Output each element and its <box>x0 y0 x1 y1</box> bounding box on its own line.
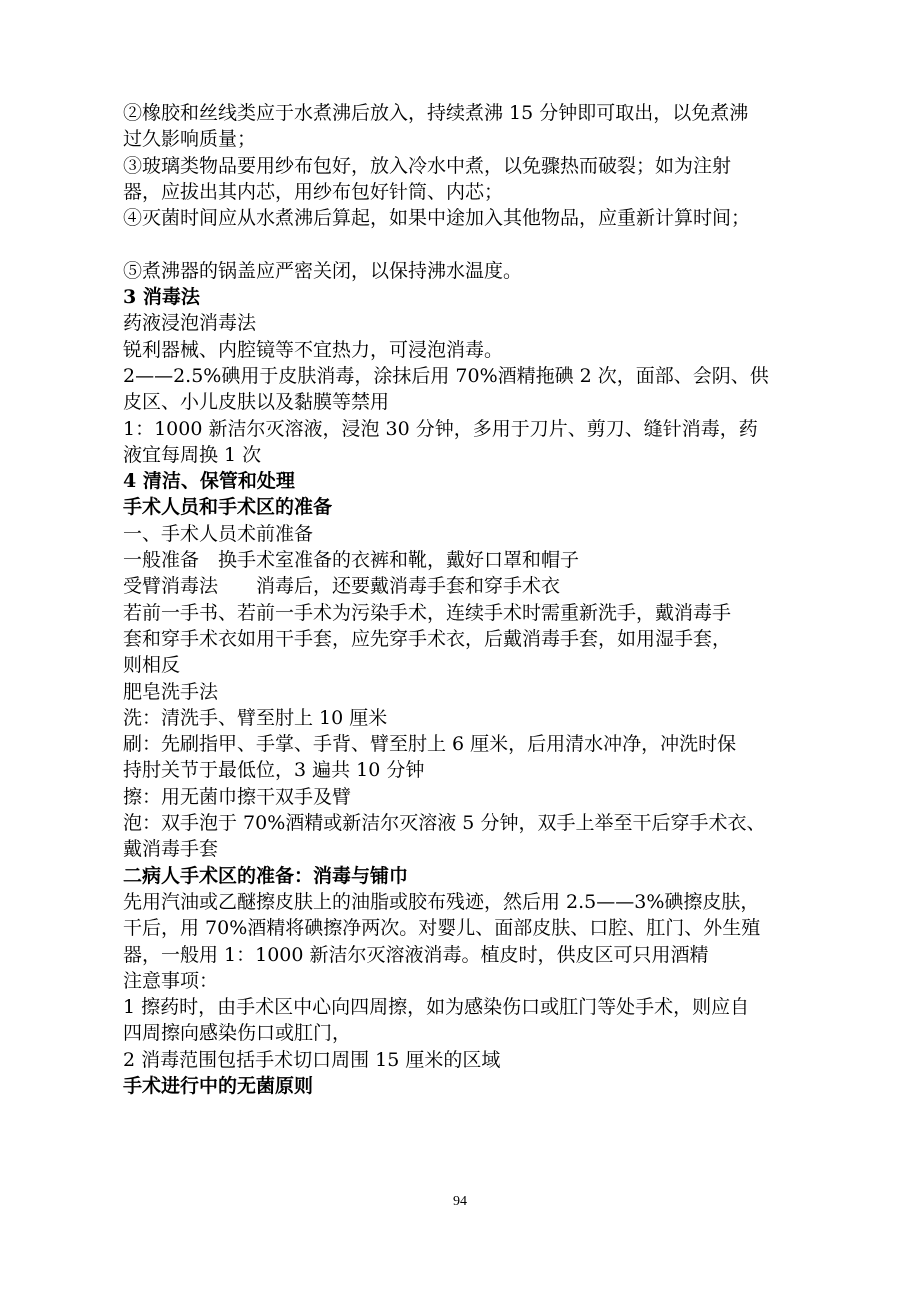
text-line <box>123 231 823 257</box>
text-line: 干后，用 70%酒精将碘擦净两次。对婴儿、面部皮肤、口腔、肛门、外生殖 <box>123 917 761 940</box>
text-line: 套和穿手术衣如用干手套，应先穿手术衣，后戴消毒手套，如用湿手套， <box>123 627 732 650</box>
text-line: ⑤煮沸器的锅盖应严密关闭，以保持沸水温度。 <box>123 259 523 282</box>
text-line: 2 消毒范围包括手术切口周围 15 厘米的区域 <box>123 1048 501 1071</box>
text-line: 液宜每周换 1 次 <box>123 443 262 466</box>
text-line: 先用汽油或乙醚擦皮肤上的油脂或胶布残迹，然后用 2.5——3%碘擦皮肤， <box>123 890 760 913</box>
section-heading: 二病人手术区的准备：消毒与铺巾 <box>123 864 409 887</box>
text-line: ③玻璃类物品要用纱布包好，放入冷水中煮，以免骤热而破裂；如为注射 <box>123 154 732 177</box>
text-line: 肥皂洗手法 <box>123 680 219 703</box>
text-line: 皮区、小儿皮肤以及黏膜等禁用 <box>123 391 390 414</box>
section-heading: 3 消毒法 <box>123 286 200 309</box>
text-line: 持肘关节于最低位，3 遍共 10 分钟 <box>123 759 425 782</box>
document-page <box>123 100 823 1099</box>
text-line: 戴消毒手套 <box>123 838 219 861</box>
text-line: 药液浸泡消毒法 <box>123 312 257 335</box>
section-heading: 手术人员和手术区的准备 <box>123 496 333 519</box>
text-line: 过久影响质量； <box>123 128 257 151</box>
text-line: 受臂消毒法 消毒后，还要戴消毒手套和穿手术衣 <box>123 575 561 598</box>
text-line: 擦：用无菌巾擦干双手及臂 <box>123 785 352 808</box>
document-body <box>123 100 823 1099</box>
text-line: 四周擦向感染伤口或肛门， <box>123 1022 352 1045</box>
section-heading: 4 清洁、保管和处理 <box>123 470 295 493</box>
text-line: 刷：先刷指甲、手掌、手背、臂至肘上 6 厘米，后用清水冲净，冲洗时保 <box>123 733 737 756</box>
text-line: 则相反 <box>123 654 181 677</box>
text-line: 洗：清洗手、臂至肘上 10 厘米 <box>123 706 388 729</box>
text-line: 一般准备 换手术室准备的衣裤和靴，戴好口罩和帽子 <box>123 549 580 572</box>
text-line: 器，应拔出其内芯，用纱布包好针筒、内芯； <box>123 180 504 203</box>
text-line: ②橡胶和丝线类应于水煮沸后放入，持续煮沸 15 分钟即可取出，以免煮沸 <box>123 102 749 124</box>
text-line: 若前一手书、若前一手术为污染手术，连续手术时需重新洗手，戴消毒手 <box>123 601 732 624</box>
text-line: 1 擦药时，由手术区中心向四周擦，如为感染伤口或肛门等处手术，则应自 <box>123 996 750 1019</box>
text-line: 泡：双手泡于 70%酒精或新洁尔灭溶液 5 分钟，双手上举至干后穿手术衣、 <box>123 812 766 835</box>
text-line: ④灭菌时间应从水煮沸后算起，如果中途加入其他物品，应重新计算时间； <box>123 207 751 230</box>
text-line: 1：1000 新洁尔灭溶液，浸泡 30 分钟，多用于刀片、剪刀、缝针消毒，药 <box>123 417 758 440</box>
text-line: 锐利器械、内腔镜等不宜热力，可浸泡消毒。 <box>123 338 504 361</box>
text-line: 器，一般用 1：1000 新洁尔灭溶液消毒。植皮时，供皮区可只用酒精 <box>123 943 709 966</box>
page-number: 94 <box>453 1194 467 1209</box>
text-line: 注意事项： <box>123 969 219 992</box>
text-line: 2——2.5%碘用于皮肤消毒，涂抹后用 70%酒精拖碘 2 次，面部、会阴、供 <box>123 364 769 387</box>
section-heading: 手术进行中的无菌原则 <box>123 1074 314 1097</box>
text-line: 一、手术人员术前准备 <box>123 522 314 545</box>
